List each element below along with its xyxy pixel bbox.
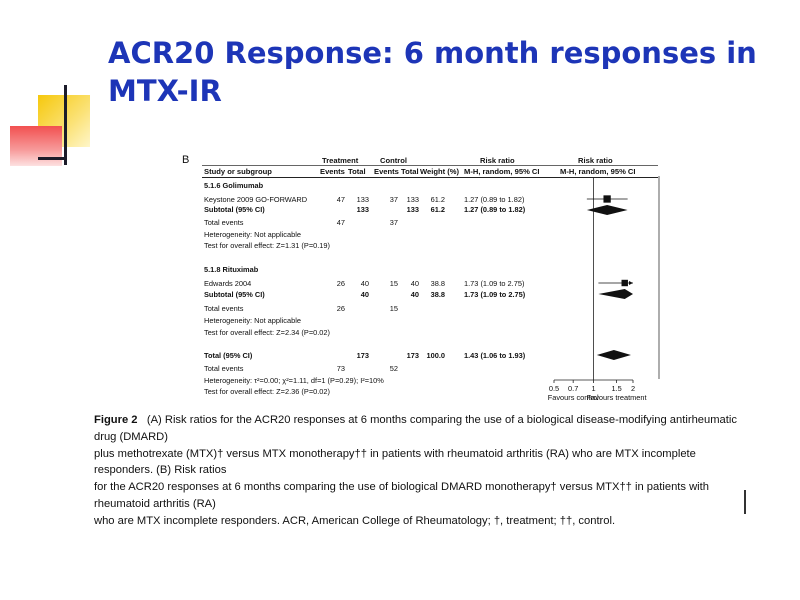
ci-arrow (629, 281, 633, 285)
caption-line-3: for the ACR20 responses at 6 months comparing the use of biological DMARD monotherapy† versus MTX†† in patients with rheumatoid arthritis (RA) (94, 481, 709, 510)
cell-c-events: 37 (389, 195, 398, 204)
cell-c-total: 173 (406, 351, 419, 360)
note-text: Heterogeneity: τ²=0.00; χ²=1.11, df=1 (P=0.29); I²=10% (204, 376, 384, 385)
header-treatment: Treatment (322, 156, 359, 165)
slide-title (108, 34, 768, 110)
cell-risk-ratio: 1.73 (1.09 to 2.75) (464, 279, 525, 288)
cell-c-total: 40 (410, 290, 419, 299)
cell-t-events: 47 (336, 195, 345, 204)
caption-figure-label: Figure 2 (94, 414, 138, 426)
note-text: Test for overall effect: Z=2.36 (P=0.02) (204, 387, 330, 396)
cell-c-events: 15 (389, 304, 398, 313)
study-point (622, 280, 628, 286)
cell-weight: 38.8 (430, 290, 445, 299)
row-label: Total events (204, 304, 244, 313)
x-tick-label: 1 (591, 384, 596, 393)
header-control-total: Total (401, 167, 419, 176)
cell-risk-ratio: 1.27 (0.89 to 1.82) (464, 195, 525, 204)
cell-weight: 61.2 (430, 205, 445, 214)
subgroup-label: 5.1.8 Rituximab (204, 265, 259, 274)
caption-line-4: who are MTX incomplete responders. ACR, American College of Rheumatology; †, treatment; ††, control. (94, 514, 616, 527)
header-risk-ratio-plot: Risk ratio (578, 156, 613, 165)
caption-text-1: (A) Risk ratios for the ACR20 responses at 6 months comparing the use of a biological disease-modifying antirheumatic drug (DMARD) (94, 414, 737, 443)
slide-title-line-2: MTX-IR (108, 74, 222, 108)
caption-line-1 (94, 412, 754, 446)
cell-t-total: 40 (360, 290, 369, 299)
header-risk-ratio-plot-sub: M-H, random, 95% CI (560, 167, 636, 176)
cell-c-total: 40 (410, 279, 419, 288)
cell-weight: 38.8 (430, 279, 445, 288)
header-study: Study or subgroup (204, 167, 272, 176)
cell-t-total: 133 (356, 205, 369, 214)
x-tick-label: 1.5 (611, 384, 622, 393)
x-tick-label: 0.5 (548, 384, 560, 393)
decorative-red-square (10, 126, 62, 166)
slide-title-line-1: ACR20 Response: 6 month responses in (108, 36, 757, 70)
panel-letter: B (182, 154, 190, 166)
cell-risk-ratio: 1.27 (0.89 to 1.82) (464, 205, 526, 214)
row-label: Total events (204, 218, 244, 227)
cell-t-events: 47 (336, 218, 345, 227)
decorative-vertical-line (64, 85, 67, 165)
cell-risk-ratio: 1.43 (1.06 to 1.93) (464, 351, 526, 360)
header-weight: Weight (%) (420, 167, 460, 176)
row-label: Subtotal (95% CI) (204, 205, 265, 214)
cell-weight: 100.0 (426, 351, 445, 360)
header-control: Control (380, 156, 407, 165)
header-treatment-total: Total (348, 167, 366, 176)
cell-weight: 61.2 (430, 195, 445, 204)
x-tick-label: 2 (630, 384, 636, 393)
pooled-diamond (597, 350, 631, 360)
header-risk-ratio-text-sub: M-H, random, 95% CI (464, 167, 540, 176)
header-control-events: Events (374, 167, 399, 176)
caption-line-2: plus methotrexate (MTX)† versus MTX monotherapy†† in patients with rheumatoid arthritis (RA) who are MTX incomplete responders. (B) Risk ratios (94, 447, 696, 477)
note-text: Heterogeneity: Not applicable (204, 316, 301, 325)
row-label: Keystone 2009 GO-FORWARD (204, 195, 308, 204)
header-treatment-events: Events (320, 167, 345, 176)
cell-t-total: 40 (360, 279, 369, 288)
cell-c-total: 133 (406, 205, 419, 214)
row-label: Total (95% CI) (204, 351, 253, 360)
decorative-horizontal-line (38, 157, 66, 160)
cell-risk-ratio: 1.73 (1.09 to 2.75) (464, 290, 526, 299)
study-point (603, 195, 610, 202)
cell-t-total: 133 (356, 195, 369, 204)
row-label: Subtotal (95% CI) (204, 290, 265, 299)
cell-c-events: 37 (389, 218, 398, 227)
favours-control-label: Favours control (547, 393, 599, 402)
note-text: Test for overall effect: Z=1.31 (P=0.19) (204, 241, 330, 250)
pooled-diamond (598, 289, 633, 299)
forest-plot (182, 152, 660, 408)
subgroup-label: 5.1.6 Golimumab (204, 181, 264, 190)
cell-c-events: 15 (389, 279, 398, 288)
cell-t-events: 26 (336, 304, 345, 313)
cell-t-events: 26 (336, 279, 345, 288)
figure-caption (94, 412, 754, 530)
cell-t-events: 73 (336, 364, 345, 373)
row-label: Total events (204, 364, 244, 373)
x-tick-label: 0.7 (568, 384, 579, 393)
cell-t-total: 173 (356, 351, 369, 360)
row-label: Edwards 2004 (204, 279, 252, 288)
pooled-diamond (587, 205, 628, 215)
cell-c-events: 52 (389, 364, 398, 373)
header-risk-ratio-text: Risk ratio (480, 156, 515, 165)
favours-treatment-label: Favours treatment (586, 393, 647, 402)
forest-plot-panel (182, 152, 660, 408)
cell-c-total: 133 (406, 195, 419, 204)
note-text: Heterogeneity: Not applicable (204, 230, 301, 239)
note-text: Test for overall effect: Z=2.34 (P=0.02) (204, 328, 330, 337)
